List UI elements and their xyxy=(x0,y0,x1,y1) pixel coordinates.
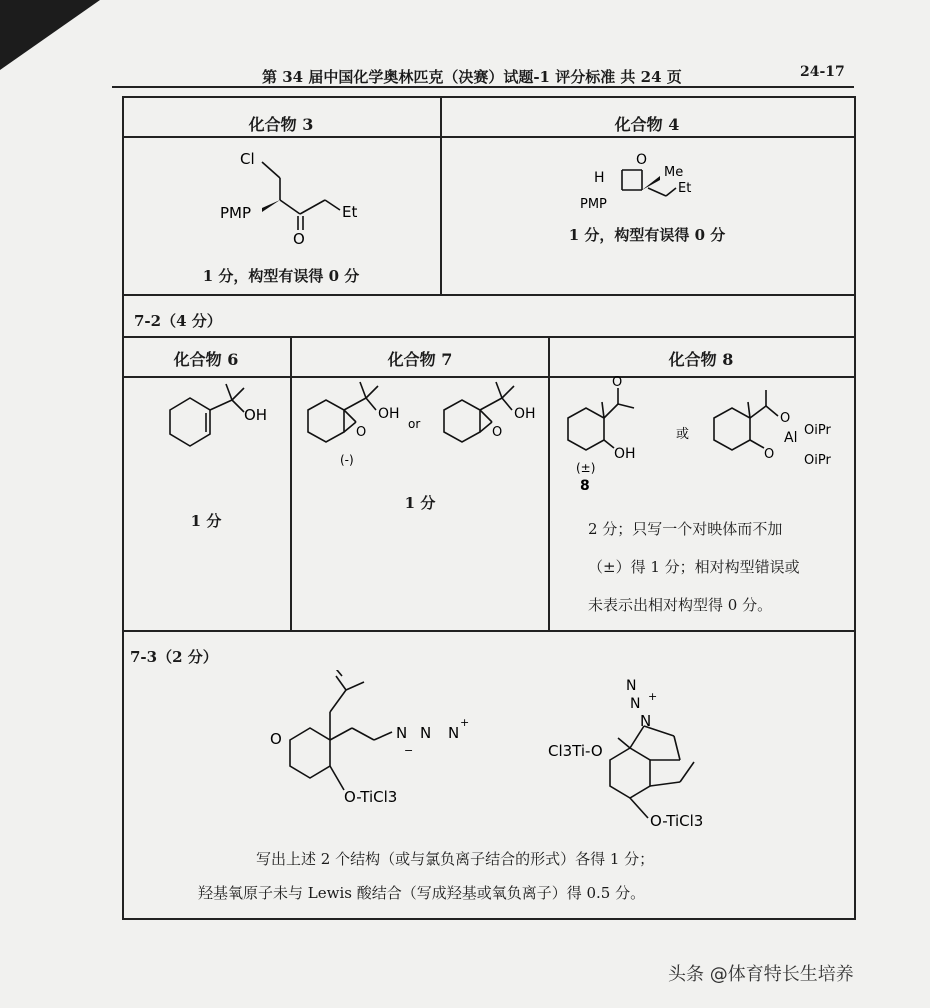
atom-label: Et xyxy=(342,203,358,221)
col-divider xyxy=(290,336,292,630)
compound-7-score: 1 分 xyxy=(404,494,436,512)
page-corner-shadow xyxy=(0,0,100,70)
section-7-3-note: 羟基氧原子未与 Lewis 酸结合（写成羟基或氧负离子）得 0.5 分。 xyxy=(198,884,646,902)
atom-label: H xyxy=(594,170,605,186)
charge-label: + xyxy=(648,690,658,703)
compound-3-score: 1 分，构型有误得 0 分 xyxy=(202,267,360,285)
watermark: 头条 @体育特长生培养 xyxy=(668,964,854,985)
atom-label: O xyxy=(356,425,367,440)
atom-label: Al xyxy=(784,430,798,446)
section-7-3-structure-b xyxy=(540,670,780,835)
compound-4-title: 化合物 4 xyxy=(614,115,680,134)
atom-label: OH xyxy=(378,406,400,422)
header-rule xyxy=(112,86,854,88)
compound-8-note: 2 分；只写一个对映体而不加 xyxy=(588,520,783,538)
compound-3-title: 化合物 3 xyxy=(248,115,314,134)
charge-label: − xyxy=(404,744,414,757)
page-number: 24-17 xyxy=(800,64,845,80)
section-7-3-note: 写出上述 2 个结构（或与氯负离子结合的形式）各得 1 分； xyxy=(256,850,655,868)
atom-label: O xyxy=(293,230,305,248)
atom-label: N xyxy=(448,724,460,742)
compound-6-score: 1 分 xyxy=(190,512,222,530)
compound-4-structure xyxy=(580,140,740,220)
or-label: or xyxy=(408,417,421,431)
atom-label: O xyxy=(492,425,503,440)
atom-label: OH xyxy=(244,406,268,424)
atom-label: Me xyxy=(664,165,684,180)
atom-label: O xyxy=(270,730,282,748)
atom-label: O xyxy=(636,152,648,168)
atom-label: N xyxy=(420,724,432,742)
atom-label: PMP xyxy=(580,197,607,212)
section-7-3-structure-a xyxy=(260,670,480,830)
page-header: 第 34 届中国化学奥林匹克（决赛）试题-1 评分标准 共 24 页 xyxy=(262,68,682,86)
compound-number: 8 xyxy=(580,478,590,494)
atom-label: O xyxy=(780,411,791,426)
racemic-label: (-) xyxy=(340,453,354,467)
compound-6-structure xyxy=(140,380,280,460)
atom-label: OiPr xyxy=(804,423,831,438)
atom-label: N xyxy=(630,696,641,712)
section-7-3-label: 7-3（2 分） xyxy=(130,648,218,666)
row-divider xyxy=(122,336,854,338)
row-divider xyxy=(122,294,854,296)
row-divider xyxy=(122,136,854,138)
section-7-2-label: 7-2（4 分） xyxy=(134,312,222,330)
compound-3-structure xyxy=(200,140,400,260)
atom-label: N xyxy=(626,678,637,694)
group-label: O-TiCl3 xyxy=(650,812,704,830)
racemic-label: (±) xyxy=(576,461,596,475)
atom-label: O xyxy=(764,447,775,462)
atom-label: N xyxy=(640,712,652,730)
atom-label: PMP xyxy=(220,204,252,222)
atom-label: OH xyxy=(614,446,636,462)
compound-7-structure xyxy=(296,380,546,470)
charge-label: + xyxy=(460,716,470,729)
compound-6-title: 化合物 6 xyxy=(173,350,239,369)
atom-label: N xyxy=(396,724,408,742)
compound-8-structure xyxy=(556,376,852,496)
compound-8-note: （±）得 1 分；相对构型错误或 xyxy=(588,558,800,576)
compound-7-title: 化合物 7 xyxy=(387,350,453,369)
atom-label: Cl xyxy=(240,150,255,168)
row-divider xyxy=(122,630,854,632)
atom-label: OiPr xyxy=(804,453,831,468)
group-label: Cl3Ti-O xyxy=(548,742,603,760)
atom-label: OH xyxy=(514,406,536,422)
group-label: O-TiCl3 xyxy=(344,788,398,806)
compound-8-note: 未表示出相对构型得 0 分。 xyxy=(588,596,773,614)
col-divider xyxy=(548,336,550,630)
atom-label: O xyxy=(612,376,623,390)
compound-8-title: 化合物 8 xyxy=(668,350,734,369)
or-label: 或 xyxy=(676,427,690,442)
compound-4-score: 1 分，构型有误得 0 分 xyxy=(568,226,726,244)
atom-label: Et xyxy=(678,181,692,196)
